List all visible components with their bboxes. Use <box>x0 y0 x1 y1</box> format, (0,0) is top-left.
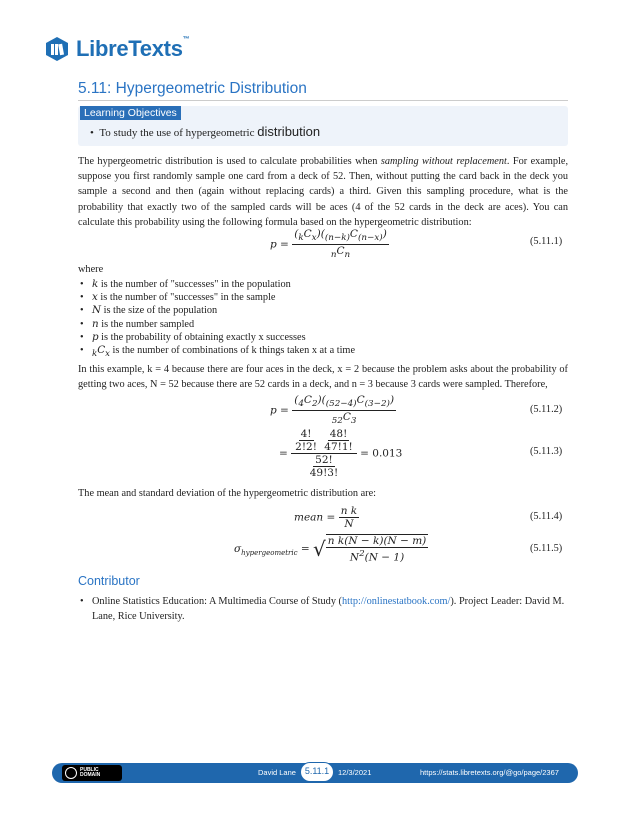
page-title: 5.11: Hypergeometric Distribution <box>78 80 307 97</box>
learning-objectives-label: Learning Objectives <box>80 106 181 120</box>
equation-1-number: (5.11.1) <box>530 236 563 247</box>
equation-4-number: (5.11.4) <box>530 511 563 522</box>
equation-2: p = $\frac{(_4C_2)(_{(52-4)}C_{(3-2)})}{_{52}C_3}$ <box>270 394 395 427</box>
license-badge[interactable]: PUBLIC DOMAIN <box>62 765 122 781</box>
public-domain-icon <box>65 767 77 779</box>
intro-paragraph: The hypergeometric distribution is used to calculate probabilities when sampling without replacement. For example, suppose you first randomly sample one card from a deck of 52. Then, without putting the card back in the deck you sample a second and then (again without replacing cards) a third. Given this sampling procedure, what is the probability that exactly two of the sampled cards will be aces (4 of the 52 cards in the deck are aces). You can calculate this probability using the following formula based on the hypergeometric distribution: <box>78 156 569 228</box>
equation-4: mean = $\frac{\text{n k}}{N}$ <box>294 505 358 530</box>
footer-url[interactable]: https://stats.libretexts.org/@go/page/2367 <box>420 768 559 777</box>
contributor-list <box>78 594 568 624</box>
contributor-heading: Contributor <box>78 574 140 588</box>
list-item: • k is the number of "successes" in the population <box>78 278 568 291</box>
list-item: • Online Statistics Education: A Multimedia Course of Study (http://onlinestatbook.com/). Project Leader: David M. Lane, Rice University. <box>78 594 568 624</box>
footer-author: David Lane <box>258 768 296 777</box>
list-item: • N is the size of the population <box>78 304 568 317</box>
list-item: • p is the probability of obtaining exactly x successes <box>78 331 568 344</box>
equation-5: $\sigma_{hypergeometric}$ = √ $\frac{\text{n k(N − k)(N − m)}}{N^2(N - 1)}$ <box>234 535 427 564</box>
equation-5-number: (5.11.5) <box>530 543 563 554</box>
onlinestatbook-link[interactable]: http://onlinestatbook.com/ <box>341 596 451 607</box>
mean-sd-paragraph: The mean and standard deviation of the hypergeometric distribution are: <box>78 488 377 499</box>
libretexts-logo[interactable] <box>44 36 189 62</box>
example-paragraph: In this example, k = 4 because there are four aces in the deck, x = 2 because the problem asks about the probability of getting two aces, N = 52 because there are 52 cards in a deck, and n = 3 because 3 cards were sampled. Therefore, <box>78 364 568 391</box>
footer-date: 12/3/2021 <box>338 768 372 777</box>
list-item: • n is the number sampled <box>78 318 568 331</box>
list-item: • $_kC_x$ is the number of combinations of k things taken x at a time <box>78 344 568 361</box>
where-label: where <box>78 264 104 275</box>
brand-name: LibreTexts™ <box>76 36 190 61</box>
learning-objective-item: • To study the use of hypergeometric distribution <box>90 124 321 139</box>
equation-2-number: (5.11.2) <box>530 404 563 415</box>
page-number-badge: 5.11.1 <box>300 762 334 782</box>
definitions-list <box>78 278 568 361</box>
title-divider <box>78 100 568 101</box>
list-item: • x is the number of "successes" in the sample <box>78 291 568 304</box>
libretexts-logo-icon <box>44 36 70 62</box>
equation-1: p = $\frac{(_kC_x)(_{(n-k)}C_{(n-x)})}{_nC_n}$ <box>270 228 387 261</box>
equation-3-number: (5.11.3) <box>530 446 563 457</box>
equation-3: = $\frac{4!}{2!2!}$ $\frac{48!}{47!1!}$ $\frac{52!}{49!3!}$ = 0.013 <box>279 428 403 479</box>
